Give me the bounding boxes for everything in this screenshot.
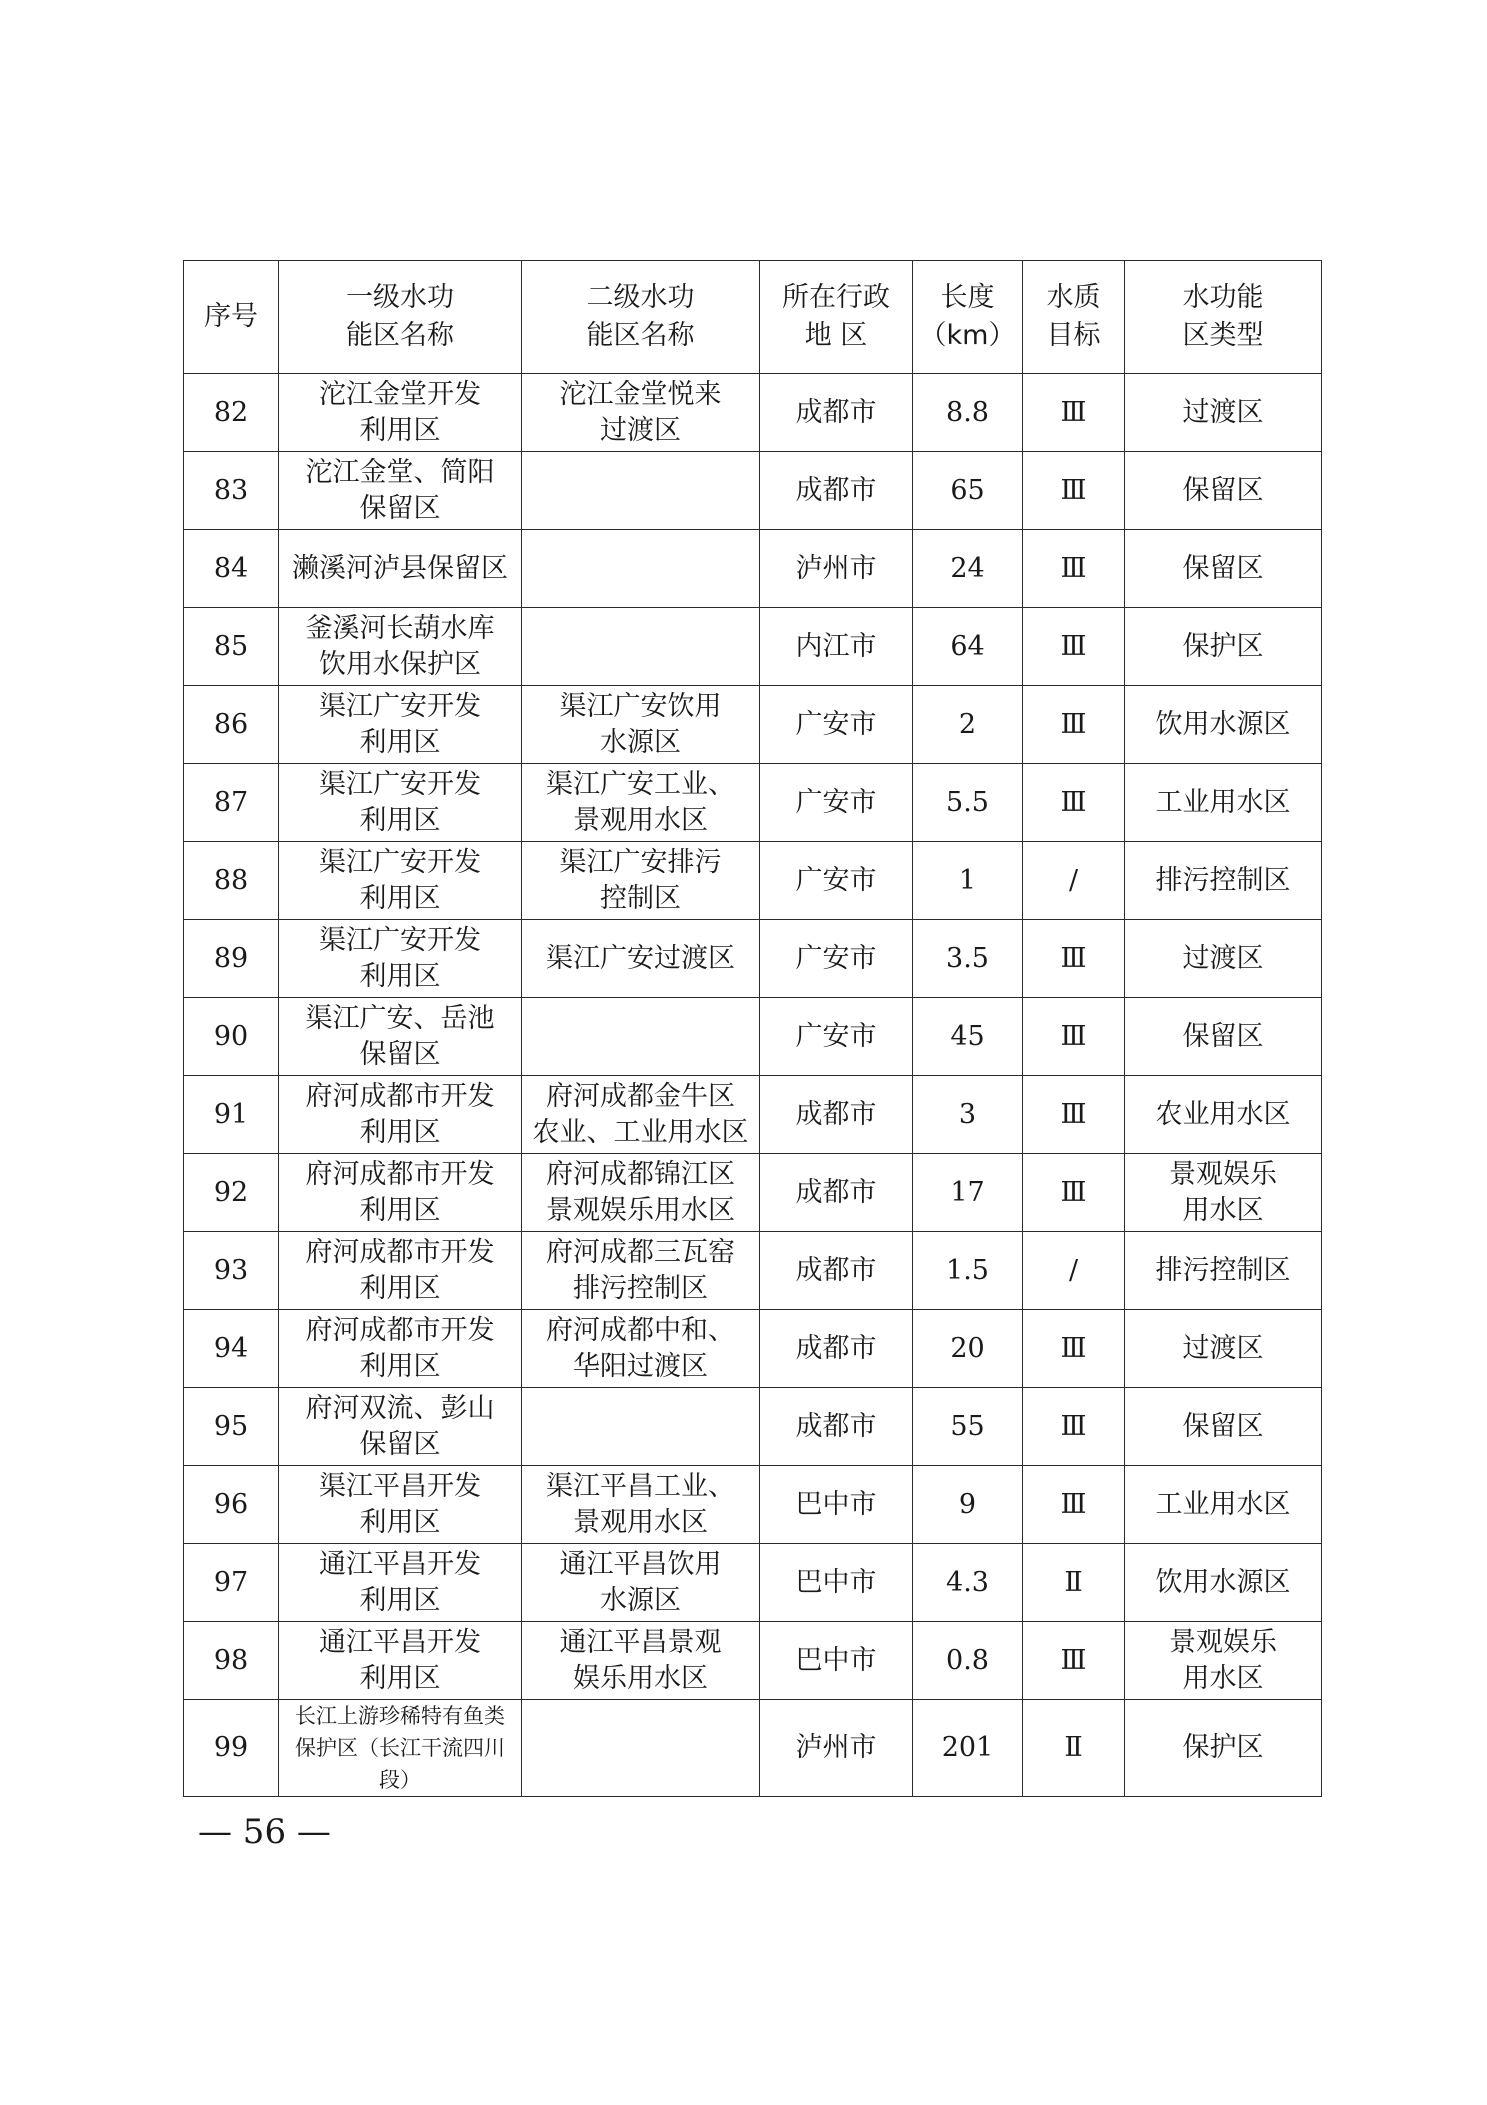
row-index: 83 bbox=[184, 452, 279, 530]
zone-type: 景观娱乐 用水区 bbox=[1125, 1622, 1322, 1700]
table-row bbox=[184, 686, 1322, 764]
row-index: 82 bbox=[184, 374, 279, 452]
primary-zone-name: 渠江平昌开发 利用区 bbox=[279, 1466, 522, 1544]
table-row bbox=[184, 1310, 1322, 1388]
primary-zone-name: 府河成都市开发 利用区 bbox=[279, 1232, 522, 1310]
admin-region: 内江市 bbox=[760, 608, 913, 686]
row-index: 88 bbox=[184, 842, 279, 920]
row-index: 92 bbox=[184, 1154, 279, 1232]
primary-zone-name: 通江平昌开发 利用区 bbox=[279, 1622, 522, 1700]
table-row bbox=[184, 530, 1322, 608]
length-km: 8.8 bbox=[913, 374, 1023, 452]
table-row bbox=[184, 1622, 1322, 1700]
zone-type: 保护区 bbox=[1125, 608, 1322, 686]
secondary-zone-name: 渠江广安过渡区 bbox=[522, 920, 760, 998]
secondary-zone-name: 府河成都锦江区 景观娱乐用水区 bbox=[522, 1154, 760, 1232]
water-quality-target: Ⅲ bbox=[1023, 1388, 1125, 1466]
admin-region: 广安市 bbox=[760, 764, 913, 842]
table-row bbox=[184, 1700, 1322, 1797]
secondary-zone-name: 府河成都中和、 华阳过渡区 bbox=[522, 1310, 760, 1388]
zone-type: 保留区 bbox=[1125, 530, 1322, 608]
secondary-zone-name: 府河成都三瓦窑 排污控制区 bbox=[522, 1232, 760, 1310]
secondary-zone-name: 渠江广安饮用 水源区 bbox=[522, 686, 760, 764]
admin-region: 泸州市 bbox=[760, 1700, 913, 1797]
secondary-zone-name bbox=[522, 608, 760, 686]
primary-zone-name: 渠江广安开发 利用区 bbox=[279, 842, 522, 920]
water-quality-target: Ⅲ bbox=[1023, 998, 1125, 1076]
length-km: 55 bbox=[913, 1388, 1023, 1466]
row-index: 85 bbox=[184, 608, 279, 686]
secondary-zone-name bbox=[522, 530, 760, 608]
secondary-zone-name bbox=[522, 1700, 760, 1797]
table-row bbox=[184, 1154, 1322, 1232]
zone-type: 排污控制区 bbox=[1125, 842, 1322, 920]
row-index: 84 bbox=[184, 530, 279, 608]
header-water-quality: 水质 目标 bbox=[1023, 261, 1125, 374]
admin-region: 广安市 bbox=[760, 920, 913, 998]
water-function-zone-table-container bbox=[183, 260, 1321, 1797]
length-km: 5.5 bbox=[913, 764, 1023, 842]
row-index: 90 bbox=[184, 998, 279, 1076]
water-quality-target: Ⅲ bbox=[1023, 374, 1125, 452]
table-row bbox=[184, 920, 1322, 998]
row-index: 99 bbox=[184, 1700, 279, 1797]
length-km: 64 bbox=[913, 608, 1023, 686]
row-index: 98 bbox=[184, 1622, 279, 1700]
row-index: 97 bbox=[184, 1544, 279, 1622]
water-quality-target: Ⅲ bbox=[1023, 608, 1125, 686]
row-index: 96 bbox=[184, 1466, 279, 1544]
admin-region: 成都市 bbox=[760, 1076, 913, 1154]
length-km: 17 bbox=[913, 1154, 1023, 1232]
primary-zone-name: 府河成都市开发 利用区 bbox=[279, 1076, 522, 1154]
table-row bbox=[184, 1466, 1322, 1544]
length-km: 65 bbox=[913, 452, 1023, 530]
water-quality-target: Ⅲ bbox=[1023, 1154, 1125, 1232]
primary-zone-name: 府河双流、彭山 保留区 bbox=[279, 1388, 522, 1466]
zone-type: 工业用水区 bbox=[1125, 1466, 1322, 1544]
admin-region: 成都市 bbox=[760, 1154, 913, 1232]
table-body bbox=[184, 374, 1322, 1797]
water-function-zone-table bbox=[183, 260, 1322, 1797]
length-km: 201 bbox=[913, 1700, 1023, 1797]
page-number: — 56 — bbox=[198, 1812, 331, 1852]
admin-region: 广安市 bbox=[760, 998, 913, 1076]
water-quality-target: Ⅲ bbox=[1023, 452, 1125, 530]
table-row bbox=[184, 1232, 1322, 1310]
primary-zone-name: 沱江金堂、简阳 保留区 bbox=[279, 452, 522, 530]
zone-type: 过渡区 bbox=[1125, 1310, 1322, 1388]
secondary-zone-name: 渠江广安排污 控制区 bbox=[522, 842, 760, 920]
length-km: 3.5 bbox=[913, 920, 1023, 998]
row-index: 91 bbox=[184, 1076, 279, 1154]
header-primary-zone: 一级水功 能区名称 bbox=[279, 261, 522, 374]
secondary-zone-name: 沱江金堂悦来 过渡区 bbox=[522, 374, 760, 452]
length-km: 2 bbox=[913, 686, 1023, 764]
primary-zone-name: 通江平昌开发 利用区 bbox=[279, 1544, 522, 1622]
admin-region: 巴中市 bbox=[760, 1622, 913, 1700]
admin-region: 巴中市 bbox=[760, 1544, 913, 1622]
row-index: 95 bbox=[184, 1388, 279, 1466]
primary-zone-name: 濑溪河泸县保留区 bbox=[279, 530, 522, 608]
zone-type: 工业用水区 bbox=[1125, 764, 1322, 842]
zone-type: 保留区 bbox=[1125, 998, 1322, 1076]
water-quality-target: Ⅱ bbox=[1023, 1700, 1125, 1797]
length-km: 9 bbox=[913, 1466, 1023, 1544]
table-row bbox=[184, 1076, 1322, 1154]
table-row bbox=[184, 764, 1322, 842]
admin-region: 成都市 bbox=[760, 1388, 913, 1466]
primary-zone-name: 府河成都市开发 利用区 bbox=[279, 1310, 522, 1388]
water-quality-target: Ⅲ bbox=[1023, 920, 1125, 998]
secondary-zone-name: 府河成都金牛区 农业、工业用水区 bbox=[522, 1076, 760, 1154]
length-km: 24 bbox=[913, 530, 1023, 608]
secondary-zone-name: 通江平昌景观 娱乐用水区 bbox=[522, 1622, 760, 1700]
zone-type: 保留区 bbox=[1125, 1388, 1322, 1466]
water-quality-target: / bbox=[1023, 1232, 1125, 1310]
length-km: 45 bbox=[913, 998, 1023, 1076]
water-quality-target: / bbox=[1023, 842, 1125, 920]
zone-type: 饮用水源区 bbox=[1125, 1544, 1322, 1622]
zone-type: 农业用水区 bbox=[1125, 1076, 1322, 1154]
header-zone-type: 水功能 区类型 bbox=[1125, 261, 1322, 374]
admin-region: 成都市 bbox=[760, 1310, 913, 1388]
row-index: 87 bbox=[184, 764, 279, 842]
zone-type: 过渡区 bbox=[1125, 920, 1322, 998]
secondary-zone-name: 渠江广安工业、 景观用水区 bbox=[522, 764, 760, 842]
row-index: 89 bbox=[184, 920, 279, 998]
zone-type: 排污控制区 bbox=[1125, 1232, 1322, 1310]
water-quality-target: Ⅲ bbox=[1023, 686, 1125, 764]
water-quality-target: Ⅲ bbox=[1023, 1076, 1125, 1154]
zone-type: 过渡区 bbox=[1125, 374, 1322, 452]
secondary-zone-name: 通江平昌饮用 水源区 bbox=[522, 1544, 760, 1622]
table-row bbox=[184, 374, 1322, 452]
secondary-zone-name bbox=[522, 452, 760, 530]
table-row bbox=[184, 608, 1322, 686]
water-quality-target: Ⅲ bbox=[1023, 1310, 1125, 1388]
table-header-row bbox=[184, 261, 1322, 374]
length-km: 4.3 bbox=[913, 1544, 1023, 1622]
length-km: 3 bbox=[913, 1076, 1023, 1154]
primary-zone-name: 渠江广安开发 利用区 bbox=[279, 764, 522, 842]
primary-zone-name: 府河成都市开发 利用区 bbox=[279, 1154, 522, 1232]
primary-zone-name: 渠江广安、岳池 保留区 bbox=[279, 998, 522, 1076]
water-quality-target: Ⅲ bbox=[1023, 764, 1125, 842]
table-row bbox=[184, 1388, 1322, 1466]
table-row bbox=[184, 452, 1322, 530]
header-length: 长度 （km） bbox=[913, 261, 1023, 374]
primary-zone-name: 沱江金堂开发 利用区 bbox=[279, 374, 522, 452]
row-index: 86 bbox=[184, 686, 279, 764]
header-admin-region: 所在行政 地 区 bbox=[760, 261, 913, 374]
water-quality-target: Ⅲ bbox=[1023, 530, 1125, 608]
length-km: 20 bbox=[913, 1310, 1023, 1388]
length-km: 1 bbox=[913, 842, 1023, 920]
admin-region: 成都市 bbox=[760, 374, 913, 452]
primary-zone-name: 渠江广安开发 利用区 bbox=[279, 920, 522, 998]
water-quality-target: Ⅱ bbox=[1023, 1544, 1125, 1622]
admin-region: 广安市 bbox=[760, 686, 913, 764]
zone-type: 保护区 bbox=[1125, 1700, 1322, 1797]
primary-zone-name: 釜溪河长葫水库 饮用水保护区 bbox=[279, 608, 522, 686]
admin-region: 成都市 bbox=[760, 452, 913, 530]
table-row bbox=[184, 842, 1322, 920]
header-index: 序号 bbox=[184, 261, 279, 374]
primary-zone-name: 长江上游珍稀特有鱼类 保护区（长江干流四川段） bbox=[279, 1700, 522, 1797]
length-km: 1.5 bbox=[913, 1232, 1023, 1310]
row-index: 94 bbox=[184, 1310, 279, 1388]
zone-type: 饮用水源区 bbox=[1125, 686, 1322, 764]
secondary-zone-name: 渠江平昌工业、 景观用水区 bbox=[522, 1466, 760, 1544]
table-row bbox=[184, 1544, 1322, 1622]
secondary-zone-name bbox=[522, 998, 760, 1076]
header-secondary-zone: 二级水功 能区名称 bbox=[522, 261, 760, 374]
primary-zone-name: 渠江广安开发 利用区 bbox=[279, 686, 522, 764]
zone-type: 景观娱乐 用水区 bbox=[1125, 1154, 1322, 1232]
admin-region: 巴中市 bbox=[760, 1466, 913, 1544]
admin-region: 成都市 bbox=[760, 1232, 913, 1310]
row-index: 93 bbox=[184, 1232, 279, 1310]
secondary-zone-name bbox=[522, 1388, 760, 1466]
water-quality-target: Ⅲ bbox=[1023, 1466, 1125, 1544]
admin-region: 泸州市 bbox=[760, 530, 913, 608]
admin-region: 广安市 bbox=[760, 842, 913, 920]
water-quality-target: Ⅲ bbox=[1023, 1622, 1125, 1700]
table-row bbox=[184, 998, 1322, 1076]
length-km: 0.8 bbox=[913, 1622, 1023, 1700]
zone-type: 保留区 bbox=[1125, 452, 1322, 530]
